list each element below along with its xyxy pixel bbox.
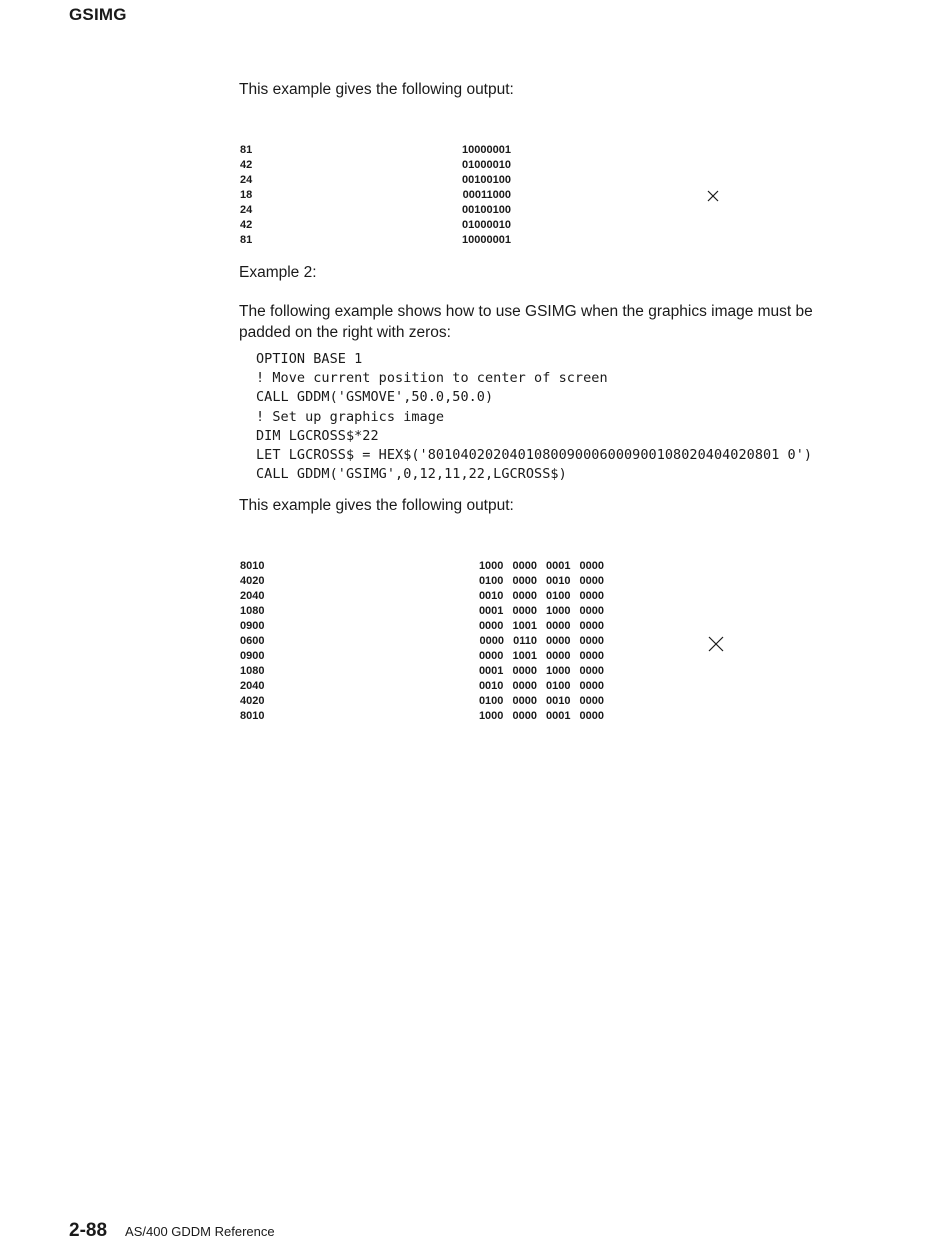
binary-value: 0001 0000 1000 0000: [478, 605, 604, 617]
hex-value: 81: [240, 234, 253, 246]
hex-value: 42: [240, 219, 253, 231]
example-2-description: The following example shows how to use GSIMG when the graphics image must be padded on the right with zeros:: [239, 303, 813, 341]
bit-row: [239, 173, 699, 188]
hex-value: 18: [240, 189, 253, 201]
code-listing: [256, 350, 812, 484]
code-line: ! Set up graphics image: [256, 408, 445, 425]
binary-value: 01000010: [462, 219, 511, 231]
example-2-heading: Example 2:: [239, 264, 317, 281]
bit-row: [239, 218, 699, 233]
hex-value: 4020: [240, 695, 265, 707]
bit-row: [239, 634, 699, 649]
hex-value: 0600: [240, 635, 265, 647]
hex-value: 0900: [240, 650, 265, 662]
binary-value: 0100 0000 0010 0000: [478, 575, 604, 587]
bit-row: [239, 679, 699, 694]
large-cross-icon: [708, 636, 724, 652]
hex-value: 0900: [240, 620, 265, 632]
output-1-bit-table: [239, 143, 699, 248]
hex-value: 4020: [240, 575, 265, 587]
bit-row: [239, 188, 699, 203]
hex-value: 1080: [240, 605, 265, 617]
code-line: ! Move current position to center of screen: [256, 370, 608, 387]
page-number: 2-88: [69, 1220, 108, 1241]
binary-value: 1000 0000 0001 0000: [478, 560, 604, 572]
hex-value: 24: [240, 174, 253, 186]
bit-row: [239, 158, 699, 173]
output-2-bit-table: [239, 559, 699, 724]
bit-row: [239, 143, 699, 158]
hex-value: 8010: [240, 710, 265, 722]
small-cross-icon: [707, 190, 719, 202]
hex-value: 42: [240, 159, 253, 171]
bit-row: [239, 709, 699, 724]
code-line: CALL GDDM('GSIMG',0,12,11,22,LGCROSS$): [256, 466, 567, 483]
binary-value: 00011000: [462, 189, 511, 201]
running-head-section: GSIMG: [69, 5, 127, 24]
hex-value: 2040: [240, 680, 265, 692]
binary-value: 0000 1001 0000 0000: [478, 650, 604, 662]
hex-value: 81: [240, 144, 253, 156]
intro-output-2: This example gives the following output:: [239, 497, 514, 514]
code-line: CALL GDDM('GSMOVE',50.0,50.0): [256, 389, 494, 406]
bit-row: [239, 559, 699, 574]
bit-row: [239, 664, 699, 679]
binary-value: 0000 0110 0000 0000: [479, 635, 604, 647]
code-line: OPTION BASE 1: [256, 351, 363, 367]
binary-value: 0010 0000 0100 0000: [478, 590, 604, 602]
page-footer: [69, 1220, 275, 1244]
hex-value: 8010: [240, 560, 265, 572]
binary-value: 00100100: [462, 174, 511, 186]
binary-value: 0010 0000 0100 0000: [478, 680, 604, 692]
book-title: AS/400 GDDM Reference: [125, 1224, 275, 1239]
hex-value: 2040: [240, 590, 265, 602]
binary-value: 1000 0000 0001 0000: [478, 710, 604, 722]
bit-row: [239, 619, 699, 634]
hex-value: 1080: [240, 665, 265, 677]
binary-value: 0001 0000 1000 0000: [478, 665, 604, 677]
binary-value: 10000001: [462, 234, 511, 246]
intro-output-1: This example gives the following output:: [239, 81, 514, 98]
bit-row: [239, 574, 699, 589]
binary-value: 10000001: [462, 144, 511, 156]
code-line: DIM LGCROSS$*22: [256, 427, 379, 444]
bit-row: [239, 694, 699, 709]
binary-value: 00100100: [462, 204, 511, 216]
code-line: LET LGCROSS$ = HEX$('8010402020401080090006000900108020404020801 0'): [256, 446, 813, 463]
binary-value: 01000010: [462, 159, 511, 171]
binary-value: 0000 1001 0000 0000: [478, 620, 604, 632]
bit-row: [239, 233, 699, 248]
bit-row: [239, 604, 699, 619]
binary-value: 0100 0000 0010 0000: [478, 695, 604, 707]
bit-row: [239, 203, 699, 218]
bit-row: [239, 589, 699, 604]
hex-value: 24: [240, 204, 253, 216]
bit-row: [239, 649, 699, 664]
